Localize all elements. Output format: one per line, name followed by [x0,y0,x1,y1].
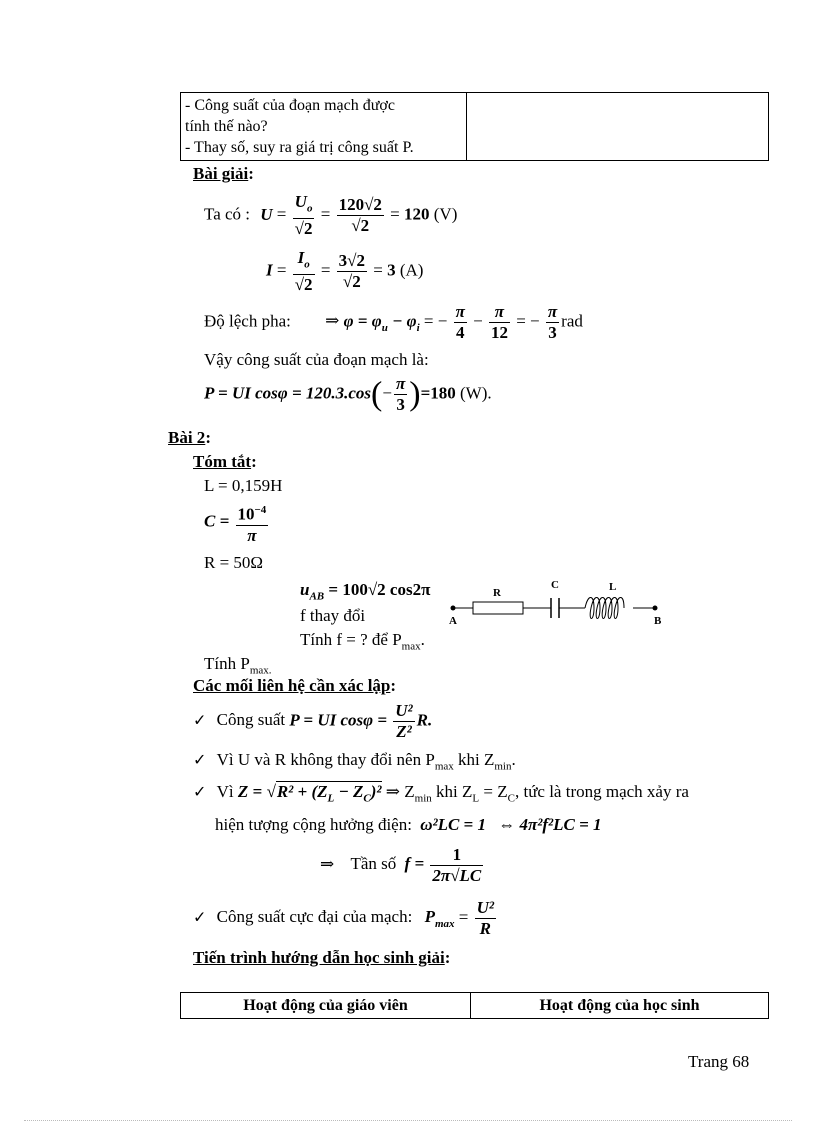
label-r: R [493,587,501,599]
node-b [653,606,658,611]
check-icon: ✓ [193,907,207,927]
bai-giai-heading: Bài giải: [193,164,254,183]
footer-divider [24,1120,792,1121]
label-b: B [654,615,662,627]
given-f: f thay đổi [300,606,366,625]
process-heading: Tiến trình hướng dẫn học sinh giải: [193,948,451,967]
relation-2: ✓ Vì U và R không thay đổi nên $P_{max}$ khi $Z_{min}$. [193,750,516,773]
equation-u: Ta có : U = $\frac{U_o}{√2}$ = $\frac{120√2}{√2}$ = 120 (V) [204,192,458,239]
label-l: L [609,581,617,593]
relations-heading: Các mối liên hệ cần xác lập: [193,676,397,695]
equation-i: I = $\frac{I_o}{√2}$ = $\frac{3√2}{√2}$ = 3 (A) [266,248,424,295]
phase-equation: Độ lệch pha: ⇒ $\varphi = \varphi_u - \varphi_i$ = − $\frac{\pi}{4}$ − $\frac{\pi}{12}$ = − $\frac{\pi}{3}$ rad [204,302,583,342]
page-number: Trang 68 [688,1052,750,1071]
table-line: - Thay số, suy ra giá trị công suất P. [185,139,414,156]
bottom-table [180,992,769,1019]
relation-3: ✓ Vì $Z = √R^2 + (Z_L - Z_C)^2$ ⇒ $Z_{min}$ khi $Z_L = Z_C$, tức là trong mạch xảy ra [193,782,689,805]
check-icon: ✓ [193,710,207,730]
resonance-line: hiện tượng cộng hưởng điện: ω²LC = 1 ⇔ 4π²f²LC = 1 [215,815,602,834]
given-l: L = 0,159H [204,476,283,495]
given-uab: $u_{AB} = 100√2$ cos2π [300,580,431,603]
power-equation: P = UI cosφ = 120.3.cos(− $\frac{\pi}{3}$ )=180 (W). [204,374,492,414]
column-header-student: Hoạt động của học sinh [471,993,769,1019]
inductor-coil [585,598,624,619]
top-table-left-cell [181,93,467,161]
find-f: Tính f = ? để $P_{max}$. [300,630,425,653]
relation-1: ✓ Công suất P = UI cosφ = $\frac{\text{U²}}{\text{Z²}}$ R. [193,701,433,741]
given-c: C = $\frac{10^{-4}}{\pi}$ [204,500,270,546]
resistor [473,602,523,614]
check-icon: ✓ [193,750,207,769]
label-c: C [551,579,559,591]
top-table-right-cell [467,93,769,161]
table-line: tính thế nào? [185,118,268,135]
find-pmax: Tính $P_{max.}$ [204,654,272,677]
circuit-diagram [445,574,675,630]
bai2-heading: Bài 2: [168,428,211,447]
column-header-teacher: Hoạt động của giáo viên [181,993,471,1019]
frequency-equation: ⇒ Tần số f = $\frac{1}{2\pi√LC}$ [320,845,482,885]
tomtat-heading: Tóm tắt: [193,452,257,471]
relation-4: ✓ Công suất cực đại của mạch: $P_{max}$ = $\frac{\text{U²}}{R}$ [193,898,495,938]
conclusion-text: Vậy công suất của đoạn mạch là: [204,350,429,369]
top-table [180,92,769,161]
check-icon: ✓ [193,782,207,801]
table-line: - Công suất của đoạn mạch được [185,97,395,114]
given-r: R = 50Ω [204,553,264,572]
label-a: A [449,615,457,627]
